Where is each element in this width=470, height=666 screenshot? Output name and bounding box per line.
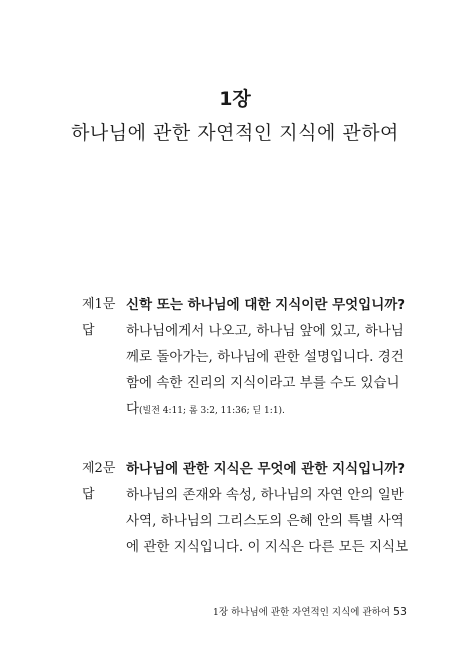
question-text: 하나님에 관한 지식은 무엇에 관한 지식입니까?: [126, 461, 406, 477]
answer-line: 하나님의 존재와 속성, 하나님의 자연 안의 일반: [126, 487, 404, 503]
page-number: 53: [393, 605, 407, 618]
answer-line: [126, 396, 394, 424]
answer-line: 께로 돌아가는, 하나님에 관한 설명입니다. 경건: [126, 349, 404, 365]
answer-text: [126, 482, 409, 560]
running-title: 1장 하나님에 관한 자연적인 지식에 관하여: [212, 607, 390, 618]
page-footer: [213, 604, 407, 618]
scripture-reference: (빌전 4:11; 롬 3:2, 11:36; 딛 1:1).: [139, 406, 285, 416]
question-text: 신학 또는 하나님에 대한 지식이란 무엇입니까?: [126, 297, 406, 313]
answer-line: 함에 속한 진리의 지식이라고 부를 수도 있습니: [126, 375, 400, 391]
question-label: 제1문: [82, 297, 116, 312]
answer-line: 에 관한 지식입니다. 이 지식은 다른 모든 지식보: [126, 539, 409, 555]
chapter-title: 하나님에 관한 자연적인 지식에 관하여: [71, 122, 399, 144]
answer-last-word: 다: [126, 401, 140, 417]
qa-item-1: [82, 292, 406, 424]
answer-text: [126, 318, 404, 424]
answer-label: 답: [82, 323, 95, 338]
answer-line: 하나님에게서 나오고, 하나님 앞에 있고, 하나님: [126, 323, 404, 339]
answer-line: 사역, 하나님의 그리스도의 은혜 안의 특별 사역: [126, 513, 404, 529]
chapter-number: 1장: [219, 88, 251, 110]
qa-item-2: [82, 456, 409, 560]
answer-label: 답: [82, 487, 95, 502]
question-label: 제2문: [82, 461, 116, 476]
